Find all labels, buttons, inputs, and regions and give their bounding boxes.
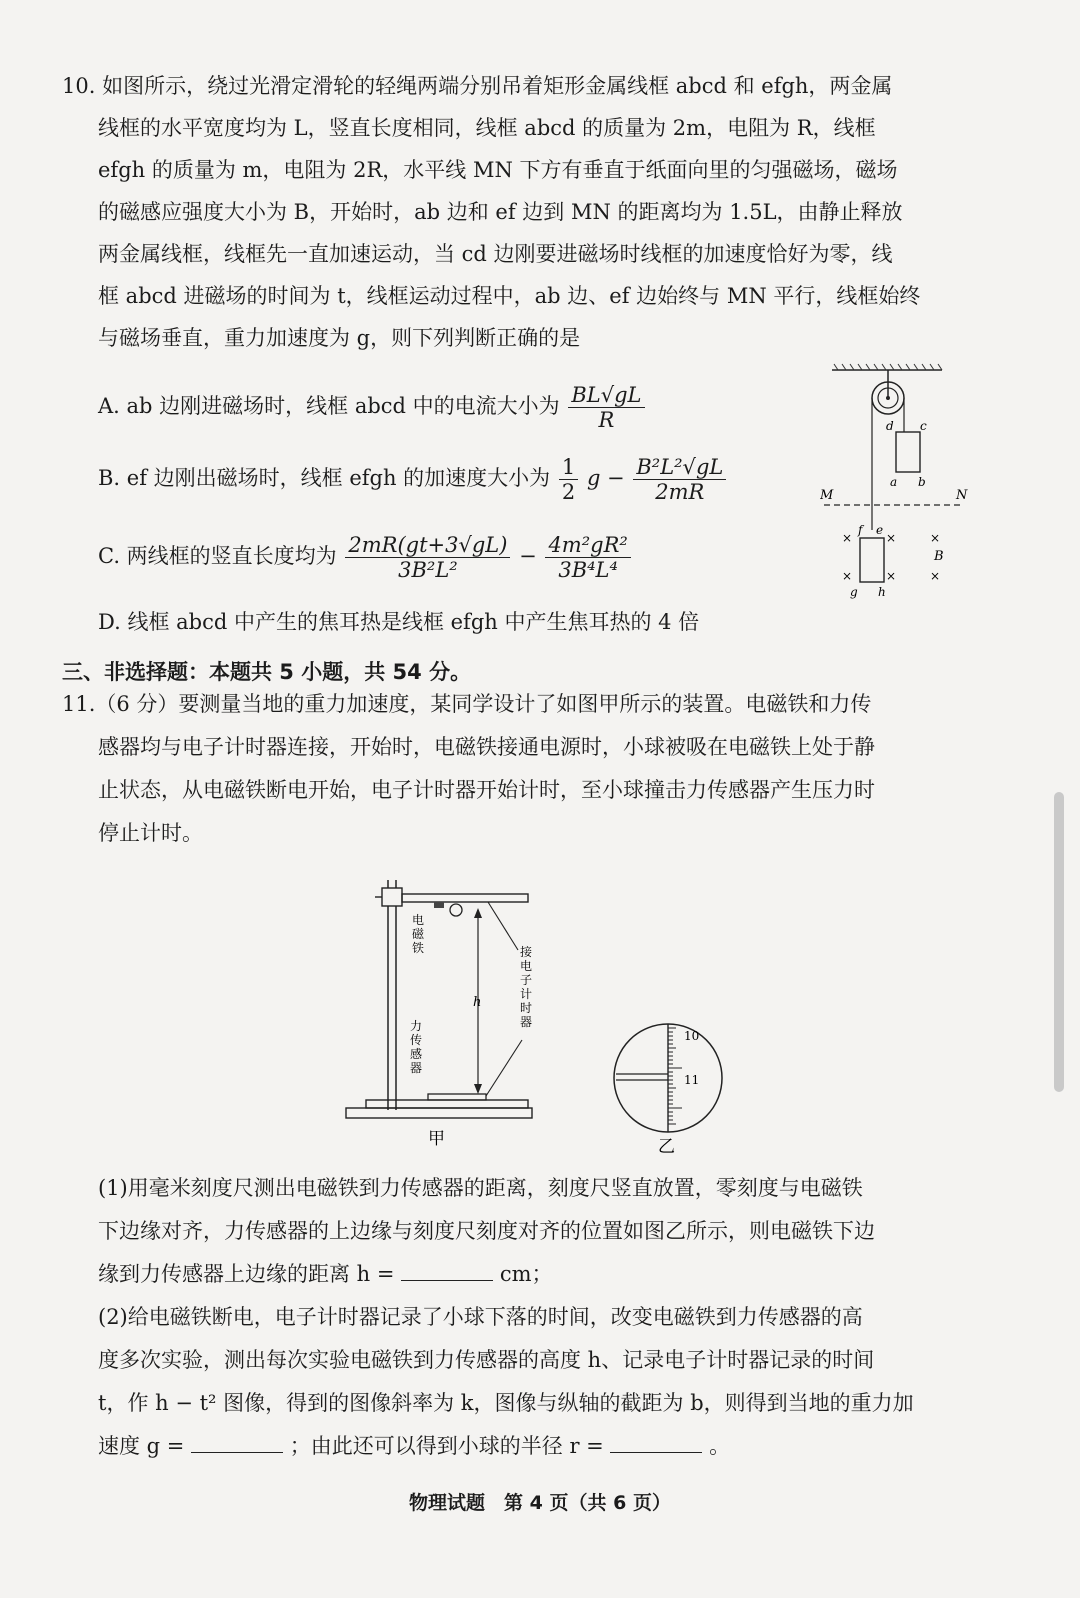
label-electromagnet-3: 铁: [412, 941, 425, 955]
label-e: e: [876, 523, 884, 537]
pulley-center: [886, 396, 890, 400]
svg-text:器: 器: [520, 1015, 533, 1029]
q11-part2-line-1: (2)给电磁铁断电，电子计时器记录了小球下落的时间，改变电磁铁到力传感器的高: [98, 1305, 863, 1329]
ceiling-hatch: [834, 364, 942, 370]
electromagnet-body: [434, 902, 444, 908]
option-c-f1-num: 2mR(gt+3√gL): [345, 533, 510, 558]
label-timer: [520, 944, 532, 1029]
wire-top: [488, 902, 518, 950]
option-b-mid: g −: [586, 466, 625, 490]
svg-text:×: ×: [930, 531, 941, 545]
svg-text:感: 感: [410, 1047, 423, 1061]
label-sensor: [410, 1018, 422, 1075]
option-c-f1-den: 3B²L²: [398, 558, 458, 582]
field-crosses: [842, 531, 940, 583]
q11-part1-text: 缘到力传感器上边缘的距离 h =: [98, 1262, 395, 1286]
ruler-ticks: [668, 1028, 682, 1124]
ball: [450, 904, 462, 916]
svg-text:电: 电: [520, 959, 533, 973]
frame-efgh: [860, 538, 884, 582]
label-m: M: [820, 488, 834, 503]
option-b: [98, 455, 728, 504]
option-c: [98, 533, 633, 582]
label-b: b: [918, 475, 926, 489]
force-sensor: [428, 1094, 486, 1100]
label-c: c: [920, 419, 927, 433]
svg-text:时: 时: [520, 1001, 533, 1015]
arm: [402, 894, 528, 902]
option-a-denominator: R: [598, 408, 615, 432]
svg-text:力: 力: [410, 1019, 423, 1033]
q11-line-2: 感器均与电子计时器连接，开始时，电磁铁接通电源时，小球被吸在电磁铁上处于静: [98, 735, 875, 759]
svg-text:×: ×: [842, 531, 853, 545]
section-3-heading: 三、非选择题：本题共 5 小题，共 54 分。: [62, 660, 472, 684]
option-b-half-den: 2: [561, 480, 576, 504]
answer-blank-g[interactable]: [191, 1434, 283, 1453]
q10-line-6: 框 abcd 进磁场的时间为 t，线框运动过程中，ab 边、ef 边始终与 MN 平行，线框始终: [98, 284, 921, 308]
answer-blank-r[interactable]: [610, 1434, 702, 1453]
page-footer: 物理试题 第 4 页（共 6 页）: [409, 1492, 671, 1514]
option-b-denominator: 2mR: [655, 480, 705, 504]
option-c-fraction-2: [545, 533, 630, 582]
svg-text:×: ×: [886, 569, 897, 583]
label-a: a: [890, 475, 898, 489]
q11-line-4: 停止计时。: [98, 821, 203, 845]
option-c-text: C. 两线框的竖直长度均为: [98, 544, 337, 568]
q10-line-3: efgh 的质量为 m，电阻为 2R，水平线 MN 下方有垂直于纸面向里的匀强磁场，磁场: [98, 158, 898, 182]
svg-text:子: 子: [520, 973, 533, 987]
label-yi: 乙: [658, 1137, 675, 1157]
q11-part2-line-4: [98, 1432, 978, 1460]
arrow-down-head: [474, 1084, 482, 1094]
svg-text:器: 器: [410, 1061, 423, 1075]
label-g: g: [850, 585, 858, 599]
svg-text:×: ×: [842, 569, 853, 583]
q11-part2-text: 速度 g =: [98, 1434, 185, 1458]
q11-part1-line-2: 下边缘对齐，力传感器的上边缘与刻度尺刻度对齐的位置如图乙所示，则电磁铁下边: [98, 1219, 875, 1243]
q10-line-5: 两金属线框，线框先一直加速运动，当 cd 边刚要进磁场时线框的加速度恰好为零，线: [98, 242, 893, 266]
q11-part1-line-1: (1)用毫米刻度尺测出电磁铁到力传感器的距离，刻度尺竖直放置，零刻度与电磁铁: [98, 1176, 863, 1200]
option-c-f2-num: 4m²gR²: [545, 533, 630, 558]
answer-blank-h[interactable]: [401, 1262, 493, 1281]
q11-part2-line-3: t，作 h − t² 图像，得到的图像斜率为 k，图像与纵轴的截距为 b，则得到当地的重力加: [98, 1391, 914, 1415]
q11-part1-unit: cm；: [499, 1262, 553, 1286]
tick-11: 11: [684, 1073, 700, 1087]
q11-part2-end: 。: [709, 1434, 731, 1458]
label-d: d: [886, 419, 894, 433]
option-b-text: B. ef 边刚出磁场时，线框 efgh 的加速度大小为: [98, 466, 551, 490]
q10-line-7: 与磁场垂直，重力加速度为 g，则下列判断正确的是: [98, 326, 581, 350]
frame-abcd: [896, 432, 920, 472]
q11-line-1: 11.（6 分）要测量当地的重力加速度，某同学设计了如图甲所示的装置。电磁铁和力传: [62, 692, 872, 716]
label-jia: 甲: [428, 1129, 445, 1149]
option-b-half-num: 1: [559, 455, 578, 480]
label-electromagnet-2: 磁: [412, 927, 425, 941]
q11-part2-mid: ；由此还可以得到小球的半径 r =: [289, 1434, 604, 1458]
option-b-numerator: B²L²√gL: [633, 455, 726, 480]
q10-line-4: 的磁感应强度大小为 B，开始时，ab 边和 ef 边到 MN 的距离均为 1.5L，由静止释放: [98, 200, 903, 224]
wire-bottom: [486, 1040, 522, 1096]
option-c-f2-den: 3B⁴L⁴: [558, 558, 618, 582]
scrollbar[interactable]: [1054, 792, 1064, 1092]
option-a-fraction: [568, 383, 644, 432]
option-c-fraction-1: [345, 533, 510, 582]
arrow-up-head: [474, 908, 482, 918]
option-a-numerator: BL√gL: [568, 383, 644, 408]
base-bottom: [346, 1108, 532, 1118]
option-c-minus: −: [519, 544, 537, 568]
svg-text:×: ×: [886, 531, 897, 545]
label-h: h: [878, 585, 886, 599]
label-field-b: B: [934, 549, 944, 564]
q11-part1-line-3: [98, 1260, 978, 1288]
q10-line-2: 线框的水平宽度均为 L，竖直长度相同，线框 abcd 的质量为 2m，电阻为 R，线框: [98, 116, 876, 140]
ruler-figure: [606, 1010, 736, 1160]
pulley-figure: [820, 362, 970, 602]
svg-text:传: 传: [410, 1033, 423, 1047]
option-d: D. 线框 abcd 中产生的焦耳热是线框 efgh 中产生焦耳热的 4 倍: [98, 610, 700, 634]
apparatus-figure: [340, 860, 540, 1160]
option-a-text: A. ab 边刚进磁场时，线框 abcd 中的电流大小为: [98, 394, 560, 418]
svg-text:接: 接: [520, 945, 533, 959]
q11-part2-line-2: 度多次实验，测出每次实验电磁铁到力传感器的高度 h、记录电子计时器记录的时间: [98, 1348, 875, 1372]
option-b-fraction: [633, 455, 726, 504]
label-f: f: [858, 523, 863, 537]
label-n: N: [956, 488, 968, 503]
q11-line-3: 止状态，从电磁铁断电开始，电子计时器开始计时，至小球撞击力传感器产生压力时: [98, 778, 875, 802]
svg-text:计: 计: [520, 987, 533, 1001]
label-electromagnet-1: 电: [412, 913, 425, 927]
base-top: [366, 1100, 528, 1108]
option-a: [98, 383, 647, 432]
option-b-fraction-half: [559, 455, 578, 504]
label-h: h: [473, 995, 482, 1010]
tick-10: 10: [684, 1029, 700, 1043]
svg-text:×: ×: [930, 569, 941, 583]
clamp: [382, 888, 402, 906]
q10-line-1: 10. 如图所示，绕过光滑定滑轮的轻绳两端分别吊着矩形金属线框 abcd 和 efgh，两金属: [62, 74, 893, 98]
